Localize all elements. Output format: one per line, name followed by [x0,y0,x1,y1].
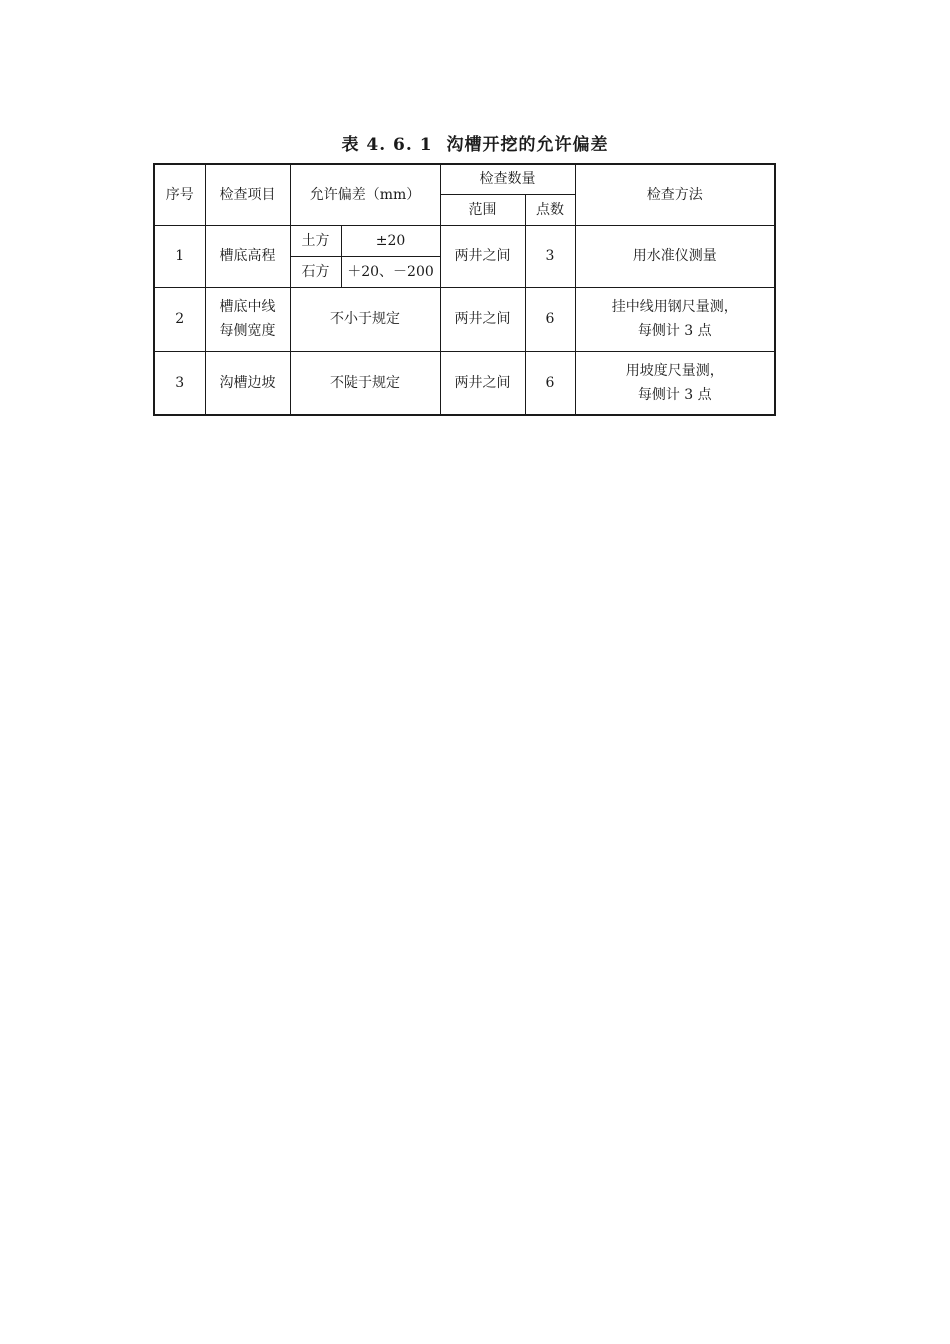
table-title [0,130,950,155]
header-tolerance: 允许偏差（mm） [290,164,440,225]
row2-points: 6 [525,287,575,351]
row3-method-line1: 用坡度尺量测， [625,362,724,379]
table-number: 表 4. 6. 1 [341,135,433,155]
row2-item-line1: 槽底中线 [219,299,276,315]
row2-tolerance: 不小于规定 [290,287,440,351]
row3-tolerance: 不陡于规定 [290,351,440,415]
row2-method-line1: 挂中线用钢尺量测， [611,299,738,315]
table-row [154,287,775,351]
header-method: 检查方法 [575,164,775,225]
row2-seq: 2 [154,287,205,351]
row1-seq: 1 [154,225,205,287]
row3-method [575,351,775,415]
row1-item: 槽底高程 [205,225,290,287]
header-points: 点数 [525,194,575,225]
row3-points: 6 [525,351,575,415]
row2-method [575,287,775,351]
header-item: 检查项目 [205,164,290,225]
row1-sub1-label: 土方 [290,225,341,256]
row2-range: 两井之间 [440,287,525,351]
row1-sub1-value: ±20 [341,225,440,256]
row3-seq: 3 [154,351,205,415]
row1-range: 两井之间 [440,225,525,287]
row3-range: 两井之间 [440,351,525,415]
row1-sub2-label: 石方 [290,256,341,287]
row2-item-line2: 每侧宽度 [219,323,276,339]
table-row [154,351,775,415]
row1-sub2-value: ＋20、－200 [341,256,440,287]
tolerance-table [153,163,776,416]
row1-method: 用水准仪测量 [575,225,775,287]
row2-method-line2: 每侧计 3 点 [637,323,712,339]
row2-item [205,287,290,351]
table-title-text: 沟槽开挖的允许偏差 [446,135,609,155]
header-range: 范围 [440,194,525,225]
header-row [154,164,775,194]
table-row [154,225,775,256]
row1-points: 3 [525,225,575,287]
row3-item: 沟槽边坡 [205,351,290,415]
header-quantity: 检查数量 [440,164,575,194]
header-seq: 序号 [154,164,205,225]
row3-method-line2: 每侧计 3 点 [637,386,712,403]
